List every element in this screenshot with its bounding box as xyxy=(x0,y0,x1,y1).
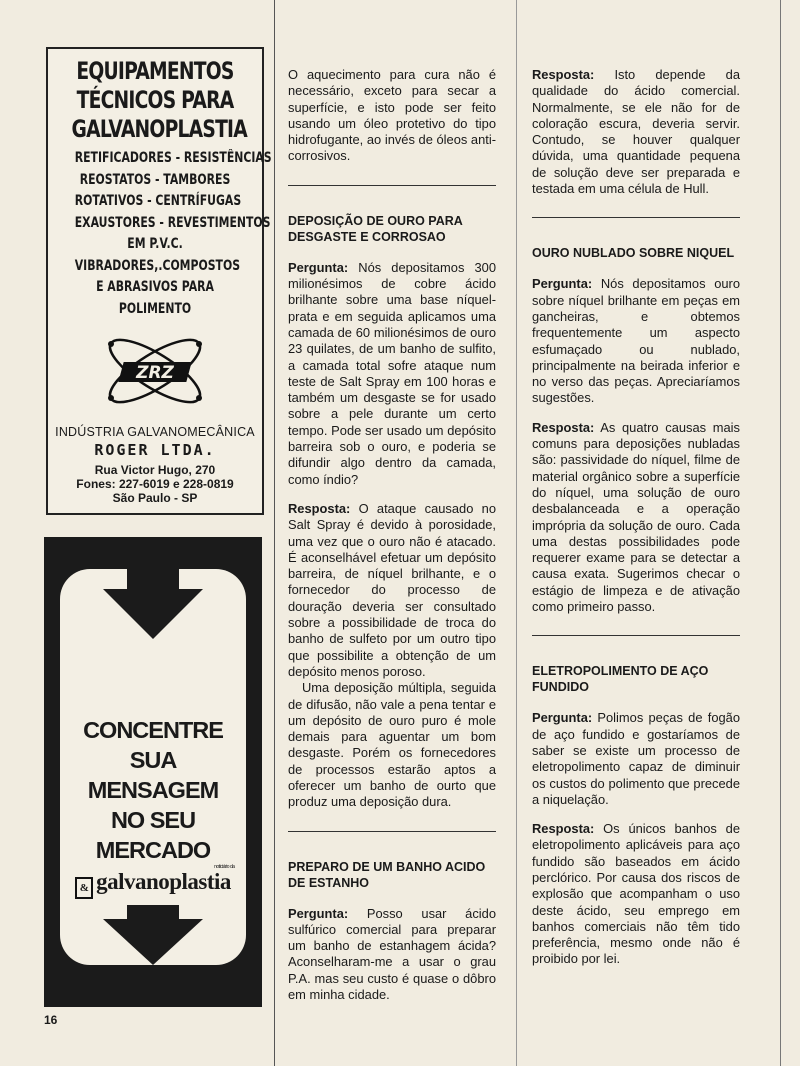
answer-paragraph xyxy=(532,420,740,616)
article-column-1 xyxy=(288,67,496,1016)
paragraph: O aquecimento para cura não é necessário, exceto para secar a superfície, e isto pode ser feito usando um óleo protetivo do tipo hidrofugante, ao invés de óleos anti-corrosivos. xyxy=(288,67,496,164)
ad-concentre xyxy=(44,537,262,1007)
question-text: Posso usar ácido sulfúrico comercial para preparar um banho de estanhagem ácida? Aconselharam-me a usar o grau P.A. mas seu custo é quase o dôbro em minha cidade. xyxy=(288,905,496,1003)
ad-product-line: EXAUSTORES - REVESTIMENTOS xyxy=(74,214,271,231)
section-divider xyxy=(288,831,496,832)
ad-product-line: VIBRADORES,.COMPOSTOS xyxy=(74,257,241,274)
ad-message-line: MENSAGEM xyxy=(87,777,219,803)
address-line: Rua Victor Hugo, 270 xyxy=(94,463,216,477)
ad-message xyxy=(60,715,246,865)
answer-text: As quatro causas mais comuns para deposições nubladas são: passividade do níquel, filme de material orgânico sobre a superfície do níquel, uma solução de ouro desbalanceada e a operação imprópria da solução de ouro. Cada uma destas possibilidades pode requerer exame para se detectar a causa exata. Sugerimos checar o estágio de limpeza e de ativação como primeiro passo. xyxy=(532,419,740,615)
answer-label: Resposta: xyxy=(532,821,595,837)
article-column-2 xyxy=(532,67,740,981)
question-text: Nós depositamos ouro sobre níquel brilhante em peças em gancheiras, e obtemos frequentemente um aspecto esfumaçado ou nublado, principalmente na beirada inferior e no verso das peças. Apreciaríamos sugestões. xyxy=(532,276,740,406)
phone-line: Fones: 227-6019 e 228-0819 xyxy=(76,477,234,491)
section-heading: OURO NUBLADO SOBRE NIQUEL xyxy=(532,246,735,261)
answer-text: Isto depende da qualidade do ácido comercial. Normalmente, se ele não for de coloração escura, deveria servir. Contudo, se houver qualquer dúvida, uma quantidade pequena de solução deve ser preparada e testada em uma célula de Hull. xyxy=(532,67,740,197)
ad-product-line: RETIFICADORES - RESISTÊNCIAS xyxy=(74,150,272,166)
ad-title-line: EQUIPAMENTOS xyxy=(76,57,234,85)
answer-label: Resposta: xyxy=(288,500,351,516)
answer-paragraph xyxy=(532,67,740,197)
answer-text: Os únicos banhos de eletropolimento aplicáveis para aço fundido são baseados em ácido perclórico. Por causa dos riscos de explosão que acompanham o uso deste ácido, seu emprego em banhos comerciais não têm tido preferência, mesmo onde não é proibido por lei. xyxy=(532,821,740,967)
answer-label: Resposta: xyxy=(532,419,595,435)
question-label: Pergunta: xyxy=(532,276,593,292)
brand-mark-icon: & xyxy=(75,877,93,899)
section-divider xyxy=(532,217,740,218)
answer-paragraph xyxy=(532,821,740,968)
column-divider-left xyxy=(274,0,275,1066)
answer-paragraph xyxy=(288,501,496,680)
company-name: ROGER LTDA. xyxy=(94,441,216,459)
ad-message-line: MERCADO xyxy=(95,837,211,863)
arrow-down-icon xyxy=(103,569,203,639)
column-divider-right xyxy=(516,0,517,1066)
ad-message-line: SUA xyxy=(129,747,177,773)
ad-message-line: CONCENTRE xyxy=(83,717,223,743)
section-divider xyxy=(288,185,496,186)
ad-product-line: ROTATIVOS - CENTRÍFUGAS xyxy=(74,193,242,209)
question-paragraph xyxy=(288,260,496,488)
company-address xyxy=(48,463,262,505)
ad-product-line: REOSTATOS - TAMBORES xyxy=(79,171,231,188)
ad-product-line: POLIMENTO xyxy=(118,300,192,317)
brand-name: galvanoplastia xyxy=(96,869,231,894)
city-line: São Paulo - SP xyxy=(112,491,198,505)
question-label: Pergunta: xyxy=(288,905,349,921)
ad-equipamentos xyxy=(46,47,272,515)
ad-product-line: EM P.V.C. xyxy=(127,236,183,252)
question-text: Polimos peças de fogão de aço fundido e gostaríamos de saber se existe um processo de eletropolimento capaz de diminuir os custos do polimento que precede a niquelação. xyxy=(532,710,740,807)
brand-prefix: noticiário da xyxy=(214,864,235,870)
answer-text: O ataque causado no Salt Spray é devido à porosidade, uma vez que o ouro não é atacado. É aconselhável efetuar um depósito barreira, de níquel brilhante, e o fornecedor do processo de douração deveria ser consultado sobre a possibilidade de troca do banho de sulfeto por um outro tipo que possibilite a obtenção de um depósito menos poroso. xyxy=(288,500,496,679)
question-paragraph xyxy=(532,710,740,808)
paragraph: Uma deposição múltipla, seguida de difusão, não vale a pena tentar e um depósito de ouro puro é mole demais para aguentar um bom desgaste. Porém os fornecedores de processos estarão aptos a oferecer um banho de ourto que produz uma deposição dura. xyxy=(288,680,496,810)
ad-title-line: TÉCNICOS PARA xyxy=(76,86,234,114)
magazine-brand xyxy=(60,864,246,899)
question-paragraph xyxy=(288,906,496,1004)
section-heading: DEPOSIÇÃO DE OURO PARA DESGASTE E CORROSAO xyxy=(288,213,463,244)
page-edge xyxy=(780,0,781,1066)
section-divider xyxy=(532,635,740,636)
section-heading: PREPARO DE UM BANHO ACIDO DE ESTANHO xyxy=(288,859,486,890)
page-number: 16 xyxy=(44,1013,58,1027)
ad-title xyxy=(71,57,247,144)
ad-product-line: E ABRASIVOS PARA xyxy=(96,279,214,295)
svg-text:ZRZ: ZRZ xyxy=(136,363,174,383)
ad-title-line: GALVANOPLASTIA xyxy=(71,115,247,143)
answer-label: Resposta: xyxy=(532,67,595,82)
company-descriptor: INDÚSTRIA GALVANOMECÂNICA xyxy=(55,425,255,439)
question-label: Pergunta: xyxy=(532,710,593,726)
ad-product-list xyxy=(74,148,272,320)
company-logo-icon xyxy=(95,328,215,414)
question-label: Pergunta: xyxy=(288,259,349,275)
question-paragraph xyxy=(532,276,740,406)
ad-inner-panel xyxy=(60,569,246,965)
section-heading: ELETROPOLIMENTO DE AÇO FUNDIDO xyxy=(532,664,709,695)
ad-message-line: NO SEU xyxy=(110,807,196,833)
arrow-down-icon xyxy=(103,905,203,965)
question-text: Nós depositamos 300 milionésimos de cobre ácido brilhante sobre uma base níquel-prata e em seguida aplicamos uma camada de 60 milionésimos de ouro 23 quilates, de um banho de sulfito, a camada total sofre ataque num teste de Salt Spray em 100 horas e também um desgaste se for usado sobre a pele durante um certo tempo. Pode ser usado um depósito barreira sob o ouro, e poderia se difundir algo dentro da camada, como índio? xyxy=(288,259,496,487)
